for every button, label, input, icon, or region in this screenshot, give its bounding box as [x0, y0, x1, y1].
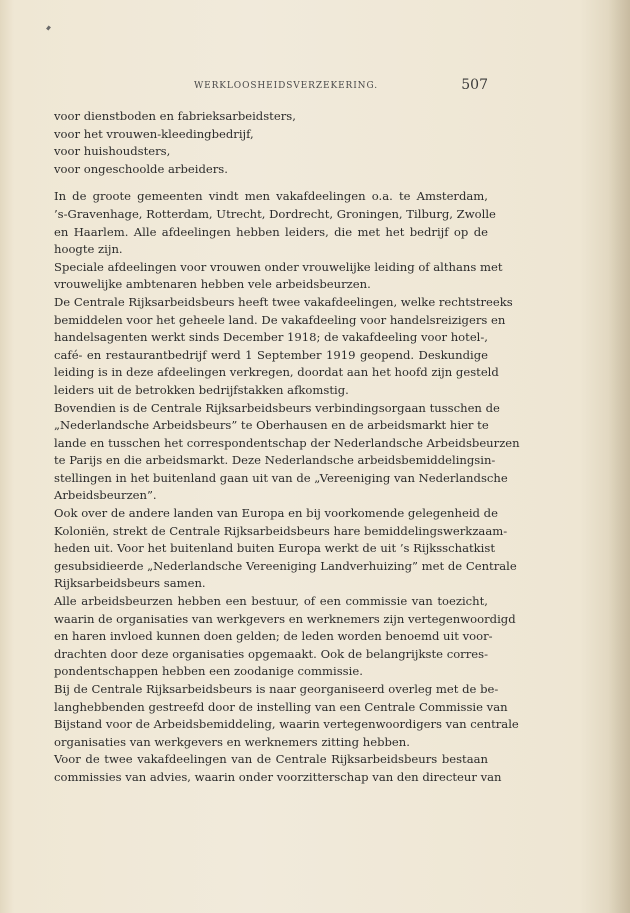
list-item: voor ongeschoolde arbeiders.: [54, 161, 228, 176]
paragraph-central-commission: [54, 681, 519, 751]
text-line: bemiddelen voor het geheele land. De vakafdeeling voor handelsreizigers en: [54, 312, 506, 327]
list-item: voor het vrouwen-kleedingbedrijf,: [54, 126, 254, 141]
text-line: pondentschappen hebben een zoodanige commissie.: [54, 664, 363, 679]
text-line: vrouwelijke ambtenaren hebben vele arbeidsbeurzen.: [54, 277, 371, 292]
page-number: 507: [461, 77, 488, 93]
text-line: Bovendien is de Centrale Rijksarbeidsbeurs verbindingsorgaan tusschen de: [54, 400, 500, 415]
list-item: voor huishoudsters,: [54, 144, 171, 159]
text-line: Ook over de andere landen van Europa en bij voorkomende gelegenheid de: [54, 506, 498, 521]
text-line: stellingen in het buitenland gaan uit van de „Vereeniging van Nederlandsche: [54, 470, 508, 485]
text-line: „Nederlandsche Arbeidsbeurs” te Oberhausen en de arbeidsmarkt hier te: [54, 418, 489, 433]
paragraph-large-municipalities: [54, 188, 496, 258]
text-line: Rijksarbeidsbeurs samen.: [54, 576, 206, 591]
body-text: [54, 108, 520, 787]
text-line: gesubsidieerde „Nederlandsche Vereeniging Landverhuizing” met de Centrale: [54, 558, 517, 573]
paragraph-europe-colonies: [54, 505, 517, 593]
text-line: Koloniën, strekt de Centrale Rijksarbeidsbeurs hare bemiddelingswerkzaam-: [54, 523, 508, 538]
running-title: WERKLOOSHEIDSVERZEKERING.: [194, 81, 378, 91]
text-line: Speciale afdeelingen voor vrouwen onder vrouwelijke leiding of althans met: [54, 259, 503, 274]
text-line: Bij de Centrale Rijksarbeidsbeurs is naar georganiseerd overleg met de be-: [54, 682, 499, 696]
text-line: leiding is in deze afdeelingen verkregen, doordat aan het hoofd zijn gesteld: [54, 365, 499, 380]
paragraph-advisory-committees: [54, 751, 502, 786]
text-line: handelsagenten werkt sinds December 1918; de vakafdeeling voor hotel-,: [54, 330, 488, 345]
enumeration-list: [54, 108, 488, 178]
text-line: leiders uit de betrokken bedrijfstakken afkomstig.: [54, 382, 349, 397]
paragraph-central-exchange: [54, 294, 513, 400]
text-line: langhebbenden gestreefd door de instelling van een Centrale Commissie van: [54, 699, 508, 714]
text-line: De Centrale Rijksarbeidsbeurs heeft twee vakafdeelingen, welke rechtstreeks: [54, 294, 513, 309]
paragraph-liaison: [54, 400, 520, 506]
page-header: [54, 76, 488, 98]
list-item: voor dienstboden en fabrieksarbeidsters,: [54, 109, 296, 123]
paragraph-boards: [54, 593, 516, 681]
paragraph-women-departments: [54, 259, 503, 294]
text-line: Voor de twee vakafdeelingen van de Centrale Rijksarbeidsbeurs bestaan: [54, 752, 488, 767]
text-line: lande en tusschen het correspondentschap der Nederlandsche Arbeidsbeurzen: [54, 435, 520, 450]
text-line: café- en restaurantbedrijf werd 1 September 1919 geopend. Deskundige: [54, 347, 488, 362]
text-line: drachten door deze organisaties opgemaakt. Ook de belangrijkste corres-: [54, 646, 488, 661]
text-line: waarin de organisaties van werkgevers en werknemers zijn vertegenwoordigd: [54, 611, 516, 626]
text-line: en Haarlem. Alle afdeelingen hebben leiders, die met het bedrijf op de: [54, 224, 488, 239]
text-line: Bijstand voor de Arbeidsbemiddeling, waarin vertegenwoordigers van centrale: [54, 717, 519, 732]
text-line: Alle arbeidsbeurzen hebben een bestuur, of een commissie van toezicht,: [54, 594, 488, 609]
text-line: commissies van advies, waarin onder voorzitterschap van den directeur van: [54, 769, 502, 784]
text-line: en haren invloed kunnen doen gelden; de leden worden benoemd uit voor-: [54, 629, 493, 644]
ink-speck: [46, 26, 51, 31]
text-line: ’s-Gravenhage, Rotterdam, Utrecht, Dordrecht, Groningen, Tilburg, Zwolle: [54, 206, 496, 221]
text-line: hoogte zijn.: [54, 242, 123, 257]
text-line: heden uit. Voor het buitenland buiten Europa werkt de uit ’s Rijksschatkist: [54, 541, 495, 556]
text-line: te Parijs en die arbeidsmarkt. Deze Nederlandsche arbeidsbemiddelingsin-: [54, 453, 496, 468]
text-line: Arbeidsbeurzen”.: [54, 488, 157, 503]
text-line: organisaties van werkgevers en werknemers zitting hebben.: [54, 734, 410, 749]
text-line: In de groote gemeenten vindt men vakafdeelingen o.a. te Amsterdam,: [54, 189, 488, 204]
